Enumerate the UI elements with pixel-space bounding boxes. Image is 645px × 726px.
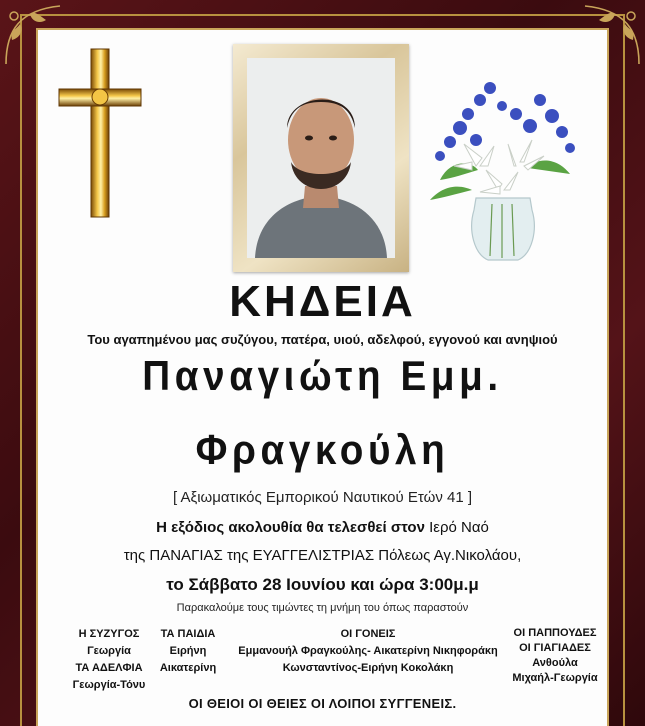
occupation-line: [ Αξιωματικός Εμπορικού Ναυτικού Ετών 41 ] xyxy=(172,489,473,506)
parents-names: Εμμανουήλ Φραγκούλης- Αικατερίνη Νικηφοράκη xyxy=(238,645,498,657)
deceased-surname: Φραγκούλη xyxy=(195,426,450,473)
portrait-photo xyxy=(247,58,395,258)
grandparent-name: Ανθούλα xyxy=(532,657,578,669)
service-church: Ιερό Ναό xyxy=(424,519,489,536)
portrait-frame xyxy=(233,44,409,272)
cross-icon xyxy=(55,45,145,221)
children-column xyxy=(150,626,226,677)
service-line-2: της ΠΑΝΑΓΙΑΣ της ΕΥΑΓΓΕΛΙΣΤΡΙΑΣ Πόλεως Αγ.Νικολάου, xyxy=(123,547,522,564)
flower-vase-icon xyxy=(420,70,585,265)
child-name: Ειρήνη xyxy=(169,645,207,657)
deceased-name: Παναγιώτη Εμμ. xyxy=(142,352,503,399)
service-intro: Η εξόδιος ακολουθία θα τελεσθεί στον xyxy=(156,519,425,536)
spouse-siblings-column xyxy=(60,626,158,694)
page-title: ΚΗΔΕΙΑ xyxy=(229,277,416,326)
grandfathers-label: ΟΙ ΠΑΠΠΟΥΔΕΣ xyxy=(513,627,597,639)
spouse-label: Η ΣΥΖΥΓΟΣ xyxy=(78,628,140,640)
child-name: Αικατερίνη xyxy=(159,662,217,674)
service-line-1 xyxy=(38,518,607,538)
grandparent-name: Μιχαήλ-Γεωργία xyxy=(512,672,598,684)
intro-line: Του αγαπημένου μας συζύγου, πατέρα, υιού, αδελφού, εγγονού και ανηψιού xyxy=(87,332,558,347)
parents-column xyxy=(228,626,508,677)
spouse-name: Γεωργία xyxy=(87,645,131,657)
parents-label: ΟΙ ΓΟΝΕΙΣ xyxy=(340,628,396,640)
grandmothers-label: ΟΙ ΓΙΑΓΙΑΔΕΣ xyxy=(519,642,591,654)
parents-names: Κωνσταντίνος-Ειρήνη Κοκολάκη xyxy=(282,662,454,674)
service-datetime: το Σάββατο 28 Ιουνίου και ώρα 3:00μ.μ xyxy=(166,575,479,594)
siblings-names: Γεωργία-Τόνυ xyxy=(72,679,146,691)
grandparents-column xyxy=(505,626,605,686)
plea-line: Παρακαλούμε τους τιμώντες τη μνήμη του όπως παραστούν xyxy=(176,602,469,614)
siblings-label: ΤΑ ΑΔΕΛΦΙΑ xyxy=(75,662,143,674)
relatives-footer: ΟΙ ΘΕΙΟΙ ΟΙ ΘΕΙΕΣ ΟΙ ΛΟΙΠΟΙ ΣΥΓΓΕΝΕΙΣ. xyxy=(188,696,457,711)
children-label: ΤΑ ΠΑΙΔΙΑ xyxy=(160,628,216,640)
